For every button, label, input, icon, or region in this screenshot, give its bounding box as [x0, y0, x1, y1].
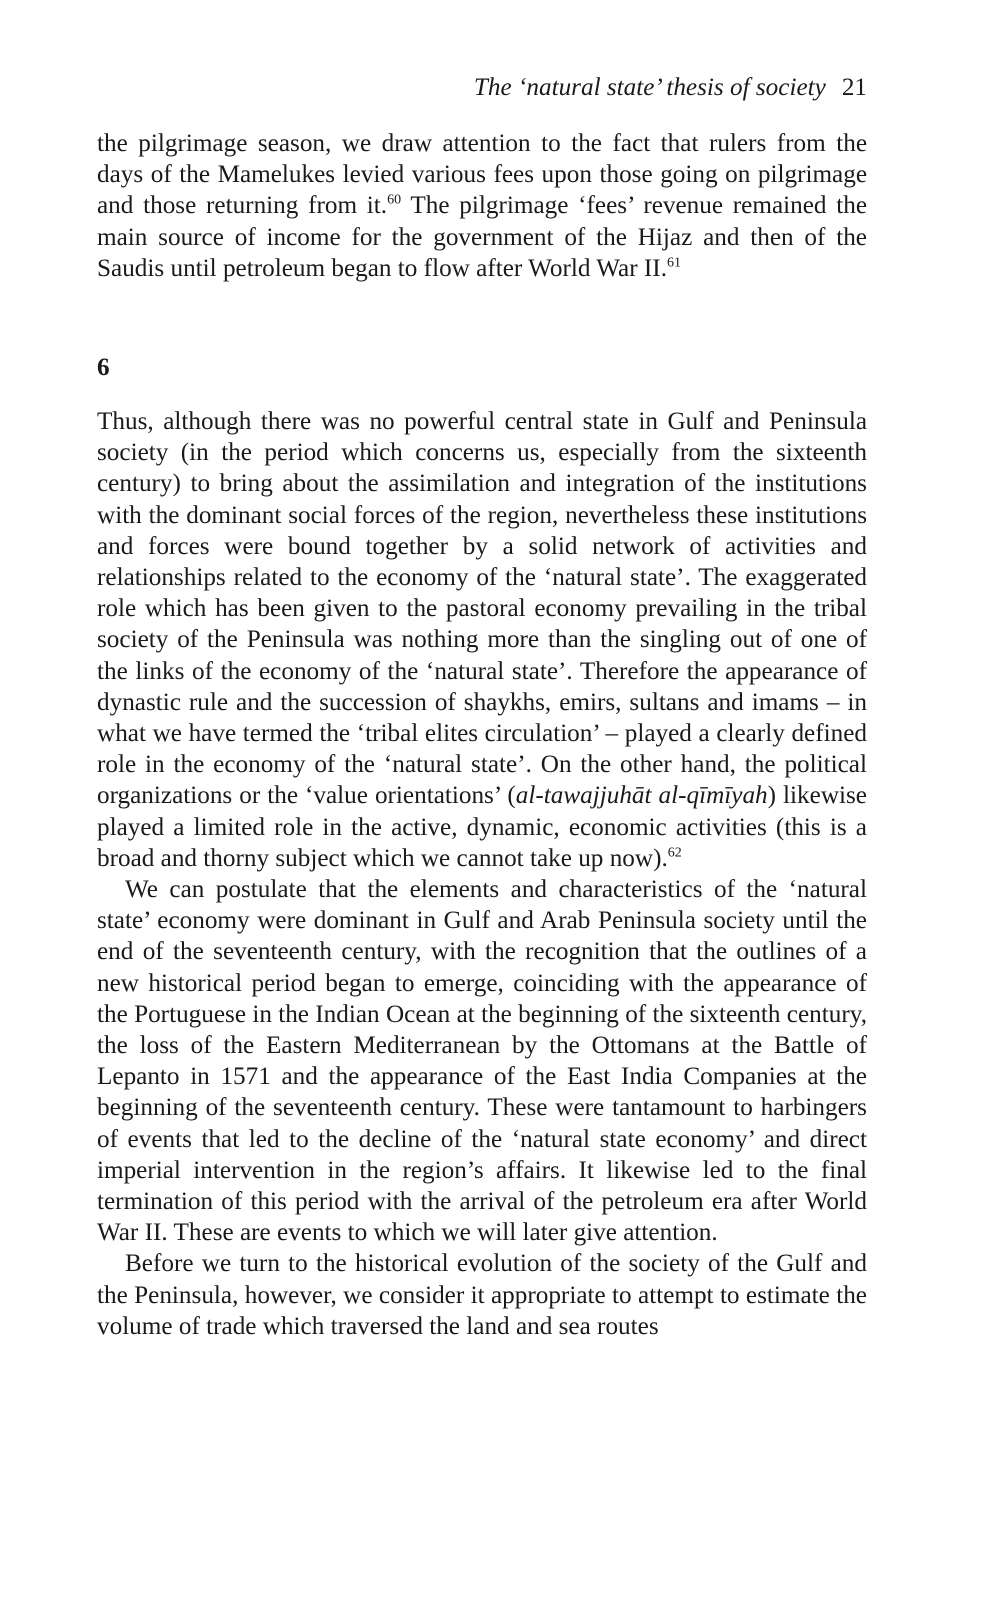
section-body	[97, 406, 867, 1342]
paragraph-text: The pilgrimage ‘fees’ revenue remained the main source of income for the government of the Hijaz and then of the Saudis until petroleum began to flow after World War II.	[97, 192, 867, 282]
paragraph: Before we turn to the historical evolution of the society of the Gulf and the Peninsula, however, we consider it appropriate to attempt to estimate the volume of trade which traversed the land and sea routes	[97, 1250, 867, 1340]
paragraph: We can postulate that the elements and characteristics of the ‘natural state’ economy were dominant in Gulf and Arab Peninsula society until the end of the seventeenth century, with the recognition that the outlines of a new historical period began to emerge, coinciding with the appearance of the Portuguese in the Indian Ocean at the beginning of the sixteenth century, the loss of the Eastern Mediterranean by the Ottomans at the Battle of Lepanto in 1571 and the appearance of the East India Companies at the beginning of the seventeenth century. These were tantamount to harbingers of events that led to the decline of the ‘natural state economy’ and direct imperial intervention in the region’s affairs. It likewise led to the final termination of this period with the arrival of the petroleum era after World War II. These are events to which we will later give attention.	[97, 876, 867, 1247]
paragraph-text: Thus, although there was no powerful central state in Gulf and Peninsula society (in the period which concerns us, especially from the sixteenth century) to bring about the assimilation and integration of the institutions with the dominant social forces of the region, nevertheless these institutions and forces were bound together by a solid network of activities and relationships related to the economy of the ‘natural state’. The exaggerated role which has been given to the pastoral economy prevailing in the tribal society of the Peninsula was nothing more than the singling out of one of the links of the economy of the ‘natural state’. Therefore the appearance of dynastic rule and the succession of shaykhs, emirs, sultans and imams – in what we have termed the ‘tribal elites circulation’ – played a clearly defined role in the economy of the ‘natural state’. On the other hand, the political organizations or the ‘value orientations’ (	[97, 408, 867, 810]
paragraph	[97, 406, 867, 874]
footnote-ref-62: 62	[667, 845, 682, 861]
section-number: 6	[97, 354, 110, 381]
paragraph-text: ) likewise played a limited role in the active, dynamic, economic activities (this is a broad and thorny subject which we cannot take up now).	[97, 782, 867, 872]
continued-paragraph	[97, 128, 867, 284]
italic-term: al-tawajjuhāt al-qīmīyah	[515, 782, 768, 810]
footnote-ref-61: 61	[667, 255, 681, 271]
footnote-ref-60: 60	[387, 193, 402, 209]
running-title: The ‘natural state’ thesis of society	[473, 74, 826, 101]
continued-paragraph-block	[97, 128, 867, 284]
page-number: 21	[841, 74, 867, 101]
paragraph-text: the pilgrimage season, we draw attention to the fact that rulers from the days of the Mamelukes levied various fees upon those going on pilgrimage and those returning from it.	[97, 130, 867, 220]
running-head	[97, 72, 867, 104]
